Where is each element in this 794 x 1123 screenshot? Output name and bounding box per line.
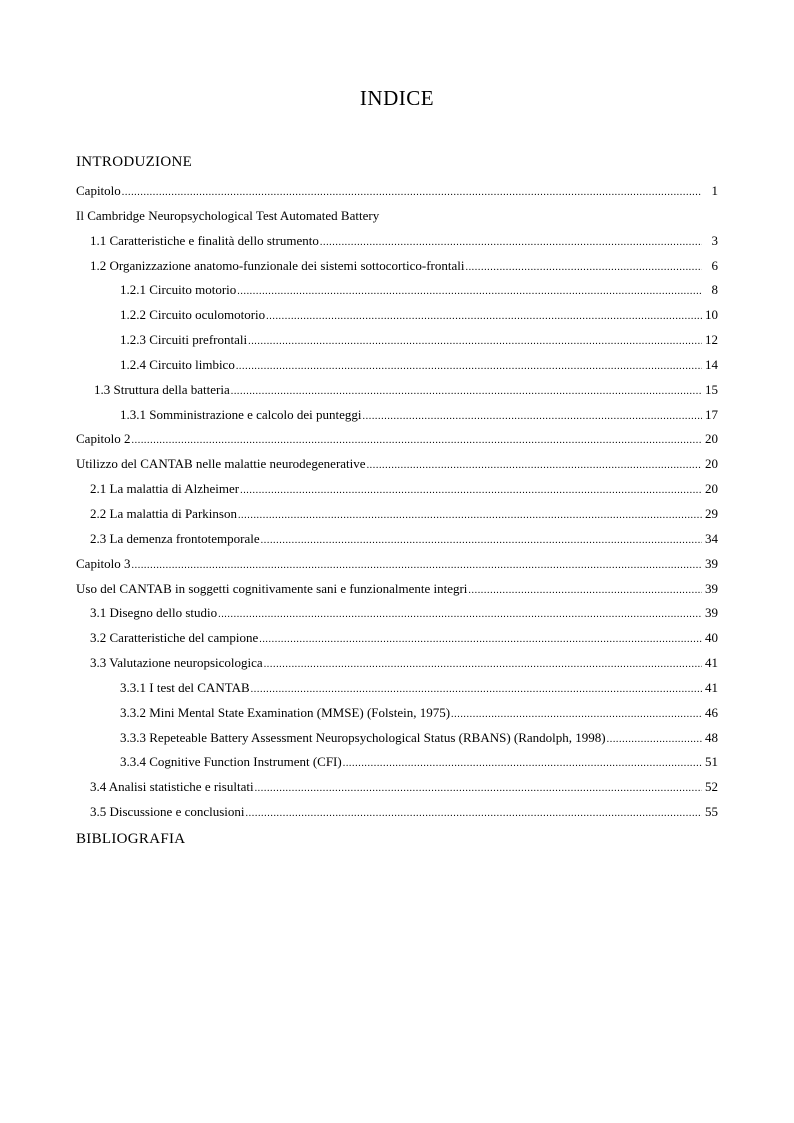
- toc-leader-dots: [363, 408, 702, 426]
- toc-entry-page-number: 6: [711, 257, 718, 273]
- toc-leader-dots: [237, 283, 702, 301]
- toc-entry-label: Capitolo 3: [76, 555, 131, 571]
- toc-entry[interactable]: [76, 306, 718, 331]
- toc-leader-dots: [468, 582, 702, 600]
- toc-entry-page-number: 12: [705, 332, 718, 348]
- toc-entry-page-number: 52: [705, 779, 718, 795]
- toc-leader-dots: [261, 532, 702, 550]
- toc-entry[interactable]: [76, 331, 718, 356]
- toc-leader-dots: [248, 333, 702, 351]
- toc-entry[interactable]: [76, 555, 718, 580]
- toc-entry-page-number: 20: [705, 431, 718, 447]
- toc-leader-dots: [367, 457, 702, 475]
- toc-leader-dots: [238, 507, 702, 525]
- toc-entry-page-number: 48: [705, 729, 718, 745]
- toc-entry[interactable]: [76, 257, 718, 282]
- toc-entry-page-number: 41: [705, 655, 718, 671]
- toc-entry[interactable]: [76, 232, 718, 257]
- toc-entry-label: 3.2 Caratteristiche del campione: [90, 630, 259, 646]
- toc-leader-dots: [231, 383, 702, 401]
- toc-entry-page-number: 41: [705, 679, 718, 695]
- bibliography-heading: BIBLIOGRAFIA: [76, 831, 186, 847]
- toc-entry[interactable]: [76, 480, 718, 505]
- toc-entry-label: 2.2 La malattia di Parkinson: [90, 505, 237, 521]
- toc-entry-page-number: 39: [705, 580, 718, 596]
- page-title: INDICE: [359, 86, 435, 110]
- toc-entry[interactable]: [76, 455, 718, 480]
- toc-entry-label: 3.3.4 Cognitive Function Instrument (CFI): [120, 754, 342, 770]
- toc-entry-page-number: 46: [705, 704, 718, 720]
- toc-entry-page-number: 20: [705, 481, 718, 497]
- toc-entry-label: 1.3 Struttura della batteria: [94, 381, 230, 397]
- toc-entry-label: 2.1 La malattia di Alzheimer: [90, 481, 240, 497]
- toc-entry-page-number: 3: [711, 232, 718, 248]
- toc-entry[interactable]: [76, 604, 718, 629]
- toc-entry[interactable]: [76, 679, 718, 704]
- toc-leader-dots: [132, 432, 702, 450]
- toc-leader-dots: [320, 234, 702, 252]
- toc-entry-label: 2.3 La demenza frontotemporale: [90, 530, 260, 546]
- toc-entry-page-number: 17: [705, 406, 718, 422]
- toc-entry[interactable]: [76, 629, 718, 654]
- toc-entry[interactable]: [76, 207, 718, 232]
- toc-leader-dots: [122, 184, 702, 202]
- toc-entry-page-number: 34: [705, 530, 718, 546]
- toc-entry[interactable]: [76, 803, 718, 828]
- toc-entry-label: Capitolo 2: [76, 431, 131, 447]
- toc-leader-dots: [465, 259, 702, 277]
- toc-entry-label: Utilizzo del CANTAB nelle malattie neurodegenerative: [76, 456, 366, 472]
- toc-entry[interactable]: [76, 778, 718, 803]
- toc-entry-page-number: 39: [705, 605, 718, 621]
- toc-entry-label: 3.3.2 Mini Mental State Examination (MMSE) (Folstein, 1975): [120, 704, 451, 720]
- toc-leader-dots: [259, 631, 702, 649]
- toc-entry-label: 3.4 Analisi statistiche e risultati: [90, 779, 254, 795]
- toc-entry-label: 3.3 Valutazione neuropsicologica: [90, 655, 263, 671]
- toc-entry[interactable]: [76, 729, 718, 754]
- toc-entry-page-number: 20: [705, 456, 718, 472]
- toc-leader-dots: [246, 805, 702, 823]
- toc-entry-label: 3.3.1 I test del CANTAB: [120, 679, 250, 695]
- toc-entry-page-number: 1: [711, 183, 718, 198]
- toc-entry-page-number: 8: [711, 282, 718, 298]
- toc-entry-page-number: 39: [705, 555, 718, 571]
- table-of-contents: [76, 182, 718, 828]
- toc-entry-label: 3.5 Discussione e conclusioni: [90, 804, 245, 820]
- toc-entry-page-number: 14: [705, 356, 718, 372]
- toc-leader-dots: [343, 755, 702, 773]
- toc-entry-page-number: 40: [705, 630, 718, 646]
- toc-leader-dots: [236, 358, 702, 376]
- toc-entry[interactable]: [76, 281, 718, 306]
- toc-entry-label: Il Cambridge Neuropsychological Test Automated Battery: [76, 207, 380, 223]
- toc-entry[interactable]: [76, 406, 718, 431]
- toc-entry[interactable]: [76, 505, 718, 530]
- toc-entry-label: 1.2.4 Circuito limbico: [120, 356, 235, 372]
- toc-leader-dots: [251, 681, 702, 699]
- toc-leader-dots: [264, 656, 702, 674]
- toc-entry-label: 1.1 Caratteristiche e finalità dello strumento: [90, 232, 319, 248]
- toc-entry-label: Uso del CANTAB in soggetti cognitivamente sani e funzionalmente integri: [76, 580, 468, 596]
- toc-entry[interactable]: [76, 530, 718, 555]
- toc-entry-label: 1.2.3 Circuiti prefrontali: [120, 332, 248, 348]
- toc-entry[interactable]: [76, 356, 718, 381]
- toc-entry-label: Capitolo: [76, 183, 121, 198]
- toc-leader-dots: [240, 482, 702, 500]
- toc-entry-page-number: 10: [705, 307, 718, 323]
- toc-entry-page-number: 55: [705, 804, 718, 820]
- toc-entry[interactable]: [76, 654, 718, 679]
- toc-entry-label: 3.3.3 Repeteable Battery Assessment Neuropsychological Status (RBANS) (Randolph, 1998): [120, 729, 606, 745]
- toc-leader-dots: [255, 780, 702, 798]
- toc-entry-page-number: 51: [705, 754, 718, 770]
- toc-entry[interactable]: [76, 430, 718, 455]
- toc-entry-page-number: 29: [705, 505, 718, 521]
- toc-entry[interactable]: [76, 704, 718, 729]
- toc-leader-dots: [266, 308, 702, 326]
- toc-entry[interactable]: [76, 381, 718, 406]
- toc-entry-label: 1.2 Organizzazione anatomo-funzionale dei sistemi sottocortico-frontali: [90, 257, 465, 273]
- toc-entry[interactable]: [76, 580, 718, 605]
- toc-leader-dots: [607, 731, 702, 749]
- toc-entry-label: 1.2.2 Circuito oculomotorio: [120, 307, 266, 323]
- toc-entry-label: 1.3.1 Somministrazione e calcolo dei punteggi: [120, 406, 362, 422]
- toc-entry[interactable]: [76, 182, 718, 207]
- toc-entry-page-number: 15: [705, 381, 718, 397]
- toc-leader-dots: [451, 706, 702, 724]
- toc-entry-label: 1.2.1 Circuito motorio: [120, 282, 237, 298]
- toc-entry[interactable]: [76, 753, 718, 778]
- toc-leader-dots: [218, 606, 702, 624]
- toc-entry-label: 3.1 Disegno dello studio: [90, 605, 218, 621]
- toc-leader-dots: [132, 557, 702, 575]
- introduction-heading: INTRODUZIONE: [76, 154, 193, 170]
